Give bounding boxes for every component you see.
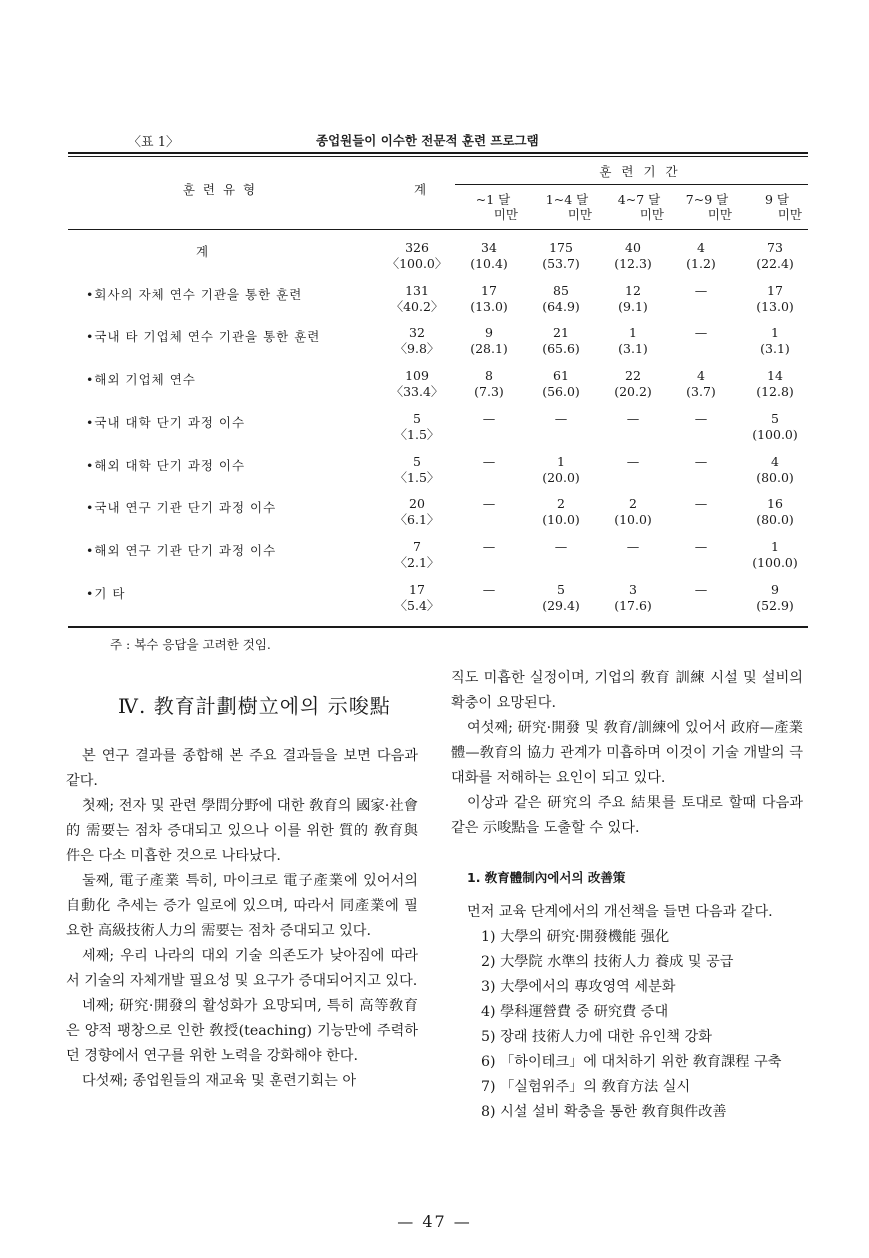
cell-count: 16 <box>767 496 783 511</box>
left-paragraph: 둘째, 電子產業 특히, 마이크로 電子產業에 있어서의 自動化 추세는 증가 일로에 있으며, 따라서 同產業에 필요한 高級技術人力의 需要는 점차 증대되고 있다. <box>66 873 418 939</box>
header-period-line2: 미만 <box>639 207 664 222</box>
header-period-line1: 4~7 달 <box>617 192 661 207</box>
left-column <box>66 744 418 1094</box>
header-bottom-rule <box>68 229 808 230</box>
list-item: 4) 學科運營費 중 研究費 증대 <box>481 1004 669 1020</box>
total-percent: 〈40.2〉 <box>390 299 444 314</box>
table-cell <box>454 411 524 427</box>
total-percent: 〈5.4〉 <box>394 598 440 613</box>
total-count: 131 <box>405 283 429 298</box>
right-paragraph: 직도 미흡한 실정이며, 기업의 敎育 訓練 시설 및 설비의 확충이 요망된다. <box>451 670 803 711</box>
section-heading: Ⅳ. 教育計劃樹立에의 示唆點 <box>118 694 391 718</box>
total-percent: 〈100.0〉 <box>386 256 448 271</box>
cell-percent: (22.4) <box>756 256 794 271</box>
table-top-rule <box>68 152 808 154</box>
total-count: 32 <box>409 325 425 340</box>
row-label: •기 타 <box>86 586 126 601</box>
cell-count: 4 <box>697 368 705 383</box>
cell-count: 2 <box>629 496 637 511</box>
cell-percent: (52.9) <box>756 598 794 613</box>
table-cell <box>526 582 596 614</box>
table-cell <box>666 454 736 470</box>
cell-count: 73 <box>767 240 783 255</box>
total-percent: 〈9.8〉 <box>394 341 440 356</box>
page-number: — 47 — <box>397 1212 472 1231</box>
table-bottom-rule <box>68 626 808 628</box>
cell-count: 8 <box>485 368 493 383</box>
row-total <box>382 411 452 443</box>
cell-percent: (10.0) <box>614 512 652 527</box>
left-paragraph: 다섯째; 종업원들의 재교육 및 훈련기회는 아 <box>82 1073 357 1089</box>
cell-percent: (100.0) <box>752 555 798 570</box>
cell-count: — <box>482 582 496 597</box>
table-cell <box>526 283 596 315</box>
table-cell <box>666 539 736 555</box>
cell-percent: (13.0) <box>756 299 794 314</box>
header-period-line2: 미만 <box>493 207 518 222</box>
cell-count: 14 <box>767 368 783 383</box>
total-count: 109 <box>405 368 429 383</box>
table-cell <box>526 454 596 486</box>
table-cell <box>526 496 596 528</box>
cell-count: 22 <box>625 368 641 383</box>
cell-percent: (3.1) <box>618 341 648 356</box>
table-cell <box>666 411 736 427</box>
cell-count: 3 <box>629 582 637 597</box>
cell-count: 2 <box>557 496 565 511</box>
row-total <box>382 539 452 571</box>
table-cell <box>526 240 596 272</box>
cell-percent: (10.4) <box>470 256 508 271</box>
list-item: 3) 大學에서의 專攻영역 세분화 <box>481 979 676 995</box>
table-cell <box>666 283 736 299</box>
cell-count: 1 <box>557 454 565 469</box>
left-paragraph: 네째; 研究·開發의 활성화가 요망되며, 특히 高等敎育은 양적 팽창으로 인한 敎授(teaching) 기능만에 주력하던 경향에서 연구를 위한 노력을 강화해야 한다. <box>66 998 418 1064</box>
table-cell <box>454 496 524 512</box>
table-cell <box>454 539 524 555</box>
row-label: •회사의 자체 연수 기관을 통한 훈련 <box>86 287 303 302</box>
cell-count: 9 <box>771 582 779 597</box>
header-period-1 <box>532 192 602 222</box>
table-cell <box>454 454 524 470</box>
table-cell <box>598 411 668 427</box>
cell-percent: (9.1) <box>618 299 648 314</box>
list-item: 7) 「실험위주」의 敎育方法 실시 <box>481 1079 691 1095</box>
total-count: 5 <box>413 454 421 469</box>
table-cell <box>454 582 524 598</box>
table-note: 주 : 복수 응답을 고려한 것임. <box>110 637 271 652</box>
header-period-line1: 1~4 달 <box>545 192 589 207</box>
table-cell <box>598 454 668 470</box>
cell-count: 1 <box>771 539 779 554</box>
header-total: 계 <box>413 182 427 197</box>
table-cell <box>526 368 596 400</box>
left-paragraph: 세째; 우리 나라의 대외 기술 의존도가 낮아짐에 따라서 기술의 자체개발 필요성 및 요구가 증대되어지고 있다. <box>66 948 418 989</box>
list-item: 5) 장래 技術人力에 대한 유인책 강화 <box>481 1029 712 1045</box>
left-paragraph: 첫째; 전자 및 관련 學問分野에 대한 敎育의 國家·社會的 需要는 점차 증대되고 있으나 이를 위한 質的 敎育與件은 다소 미흡한 것으로 나타났다. <box>66 798 418 864</box>
cell-percent: (80.0) <box>756 512 794 527</box>
cell-count: — <box>626 411 640 426</box>
cell-count: 34 <box>481 240 497 255</box>
table-cell <box>598 582 668 614</box>
row-label: •국내 연구 기관 단기 과정 이수 <box>86 500 277 515</box>
table-cell <box>740 582 810 614</box>
row-label: •해외 대학 단기 과정 이수 <box>86 458 246 473</box>
total-count: 20 <box>409 496 425 511</box>
cell-percent: (17.6) <box>614 598 652 613</box>
table-cell <box>666 582 736 598</box>
cell-count: — <box>482 411 496 426</box>
row-label: •국내 타 기업체 연수 기관을 통한 훈련 <box>86 329 321 344</box>
row-total <box>382 325 452 357</box>
cell-percent: (3.1) <box>760 341 790 356</box>
cell-count: 1 <box>771 325 779 340</box>
table-cell <box>598 240 668 272</box>
cell-count: 4 <box>771 454 779 469</box>
cell-percent: (12.3) <box>614 256 652 271</box>
cell-count: — <box>694 283 708 298</box>
cell-count: — <box>626 454 640 469</box>
table-cell <box>740 283 810 315</box>
cell-count: 175 <box>549 240 573 255</box>
cell-count: 1 <box>629 325 637 340</box>
row-total <box>382 368 452 400</box>
cell-percent: (100.0) <box>752 427 798 442</box>
row-label: 계 <box>196 244 210 259</box>
table-cell <box>454 368 524 400</box>
table-cell <box>526 325 596 357</box>
cell-percent: (80.0) <box>756 470 794 485</box>
row-label: •해외 연구 기관 단기 과정 이수 <box>86 543 277 558</box>
cell-count: 21 <box>553 325 569 340</box>
row-total <box>382 496 452 528</box>
cell-count: — <box>626 539 640 554</box>
cell-count: 61 <box>553 368 569 383</box>
cell-percent: (1.2) <box>686 256 716 271</box>
right-column <box>451 666 803 1125</box>
table-cell <box>740 240 810 272</box>
cell-percent: (29.4) <box>542 598 580 613</box>
header-period-line1: 9 달 <box>764 192 789 207</box>
total-count: 5 <box>413 411 421 426</box>
cell-percent: (7.3) <box>474 384 504 399</box>
period-group-rule <box>455 184 808 185</box>
table-cell <box>454 283 524 315</box>
header-period-group: 훈 련 기 간 <box>599 164 681 179</box>
header-period-0 <box>458 192 528 222</box>
row-total <box>382 240 452 272</box>
table-cell <box>740 539 810 571</box>
cell-percent: (3.7) <box>686 384 716 399</box>
table-cell <box>740 496 810 528</box>
table-cell <box>666 240 736 272</box>
list-item: 2) 大學院 水準의 技術人力 養成 및 공급 <box>481 954 734 970</box>
table-cell <box>598 368 668 400</box>
subheading: 1. 敎育體制內에서의 改善策 <box>467 870 626 885</box>
table-cell <box>598 539 668 555</box>
cell-count: — <box>482 454 496 469</box>
total-percent: 〈6.1〉 <box>394 512 440 527</box>
table-title: 종업원들이 이수한 전문적 훈련 프로그램 <box>316 133 539 148</box>
cell-percent: (12.8) <box>756 384 794 399</box>
cell-count: 9 <box>485 325 493 340</box>
row-total <box>382 454 452 486</box>
total-count: 7 <box>413 539 421 554</box>
cell-percent: (64.9) <box>542 299 580 314</box>
header-period-line1: ~1 달 <box>475 192 511 207</box>
total-percent: 〈33.4〉 <box>390 384 444 399</box>
table-cell <box>740 454 810 486</box>
cell-count: — <box>694 539 708 554</box>
table-cell <box>666 368 736 400</box>
row-label: •국내 대학 단기 과정 이수 <box>86 415 246 430</box>
list-item: 1) 大學의 研究·開發機能 强化 <box>481 929 670 945</box>
header-period-line2: 미만 <box>707 207 732 222</box>
table-cell <box>526 411 596 427</box>
table-cell <box>740 411 810 443</box>
header-type: 훈 련 유 형 <box>182 182 258 197</box>
cell-count: 17 <box>481 283 497 298</box>
cell-count: — <box>694 582 708 597</box>
cell-percent: (10.0) <box>542 512 580 527</box>
total-count: 326 <box>405 240 429 255</box>
table-cell <box>598 325 668 357</box>
cell-count: 5 <box>771 411 779 426</box>
total-count: 17 <box>409 582 425 597</box>
header-period-4 <box>742 192 812 222</box>
total-percent: 〈1.5〉 <box>394 427 440 442</box>
header-period-line1: 7~9 달 <box>685 192 729 207</box>
table-cell <box>740 368 810 400</box>
cell-count: — <box>482 496 496 511</box>
cell-count: — <box>554 539 568 554</box>
right-paragraph: 이상과 같은 研究의 주요 結果를 토대로 할때 다음과 같은 示唆點을 도출할 수 있다. <box>451 795 803 836</box>
table-cell <box>526 539 596 555</box>
cell-count: 5 <box>557 582 565 597</box>
total-percent: 〈1.5〉 <box>394 470 440 485</box>
table-cell <box>666 325 736 341</box>
cell-count: — <box>694 496 708 511</box>
list-item: 8) 시설 설비 확충을 통한 敎育與件改善 <box>481 1104 727 1120</box>
table-cell <box>740 325 810 357</box>
table-top-rule-2 <box>68 156 808 157</box>
left-paragraph: 본 연구 결과를 종합해 본 주요 결과들을 보면 다음과 같다. <box>66 748 418 789</box>
cell-count: — <box>482 539 496 554</box>
table-cell <box>666 496 736 512</box>
cell-count: 85 <box>553 283 569 298</box>
cell-percent: (20.2) <box>614 384 652 399</box>
right-paragraph: 여섯째; 研究·開發 및 敎育/訓練에 있어서 政府—產業體—敎育의 協力 관계가 미흡하며 이것이 기술 개발의 극대화를 저해하는 요인이 되고 있다. <box>451 720 803 786</box>
table-cell <box>454 325 524 357</box>
row-total <box>382 283 452 315</box>
table-cell <box>454 240 524 272</box>
cell-percent: (56.0) <box>542 384 580 399</box>
table-cell <box>598 283 668 315</box>
total-percent: 〈2.1〉 <box>394 555 440 570</box>
row-total <box>382 582 452 614</box>
header-period-line2: 미만 <box>777 207 802 222</box>
table-cell <box>598 496 668 528</box>
header-period-line2: 미만 <box>567 207 592 222</box>
header-period-2 <box>604 192 674 222</box>
cell-count: 17 <box>767 283 783 298</box>
cell-count: 12 <box>625 283 641 298</box>
cell-percent: (53.7) <box>542 256 580 271</box>
cell-percent: (13.0) <box>470 299 508 314</box>
cell-count: — <box>694 454 708 469</box>
cell-count: — <box>554 411 568 426</box>
cell-percent: (28.1) <box>470 341 508 356</box>
cell-count: 4 <box>697 240 705 255</box>
header-period-3 <box>672 192 742 222</box>
list-item: 6) 「하이테크」에 대처하기 위한 敎育課程 구축 <box>481 1054 782 1070</box>
cell-percent: (65.6) <box>542 341 580 356</box>
cell-count: — <box>694 325 708 340</box>
cell-count: — <box>694 411 708 426</box>
row-label: •해외 기업체 연수 <box>86 372 196 387</box>
sub-intro: 먼저 교육 단계에서의 개선책을 들면 다음과 같다. <box>467 904 773 920</box>
table-number: 〈표 1〉 <box>128 135 179 150</box>
cell-count: 40 <box>625 240 641 255</box>
cell-percent: (20.0) <box>542 470 580 485</box>
